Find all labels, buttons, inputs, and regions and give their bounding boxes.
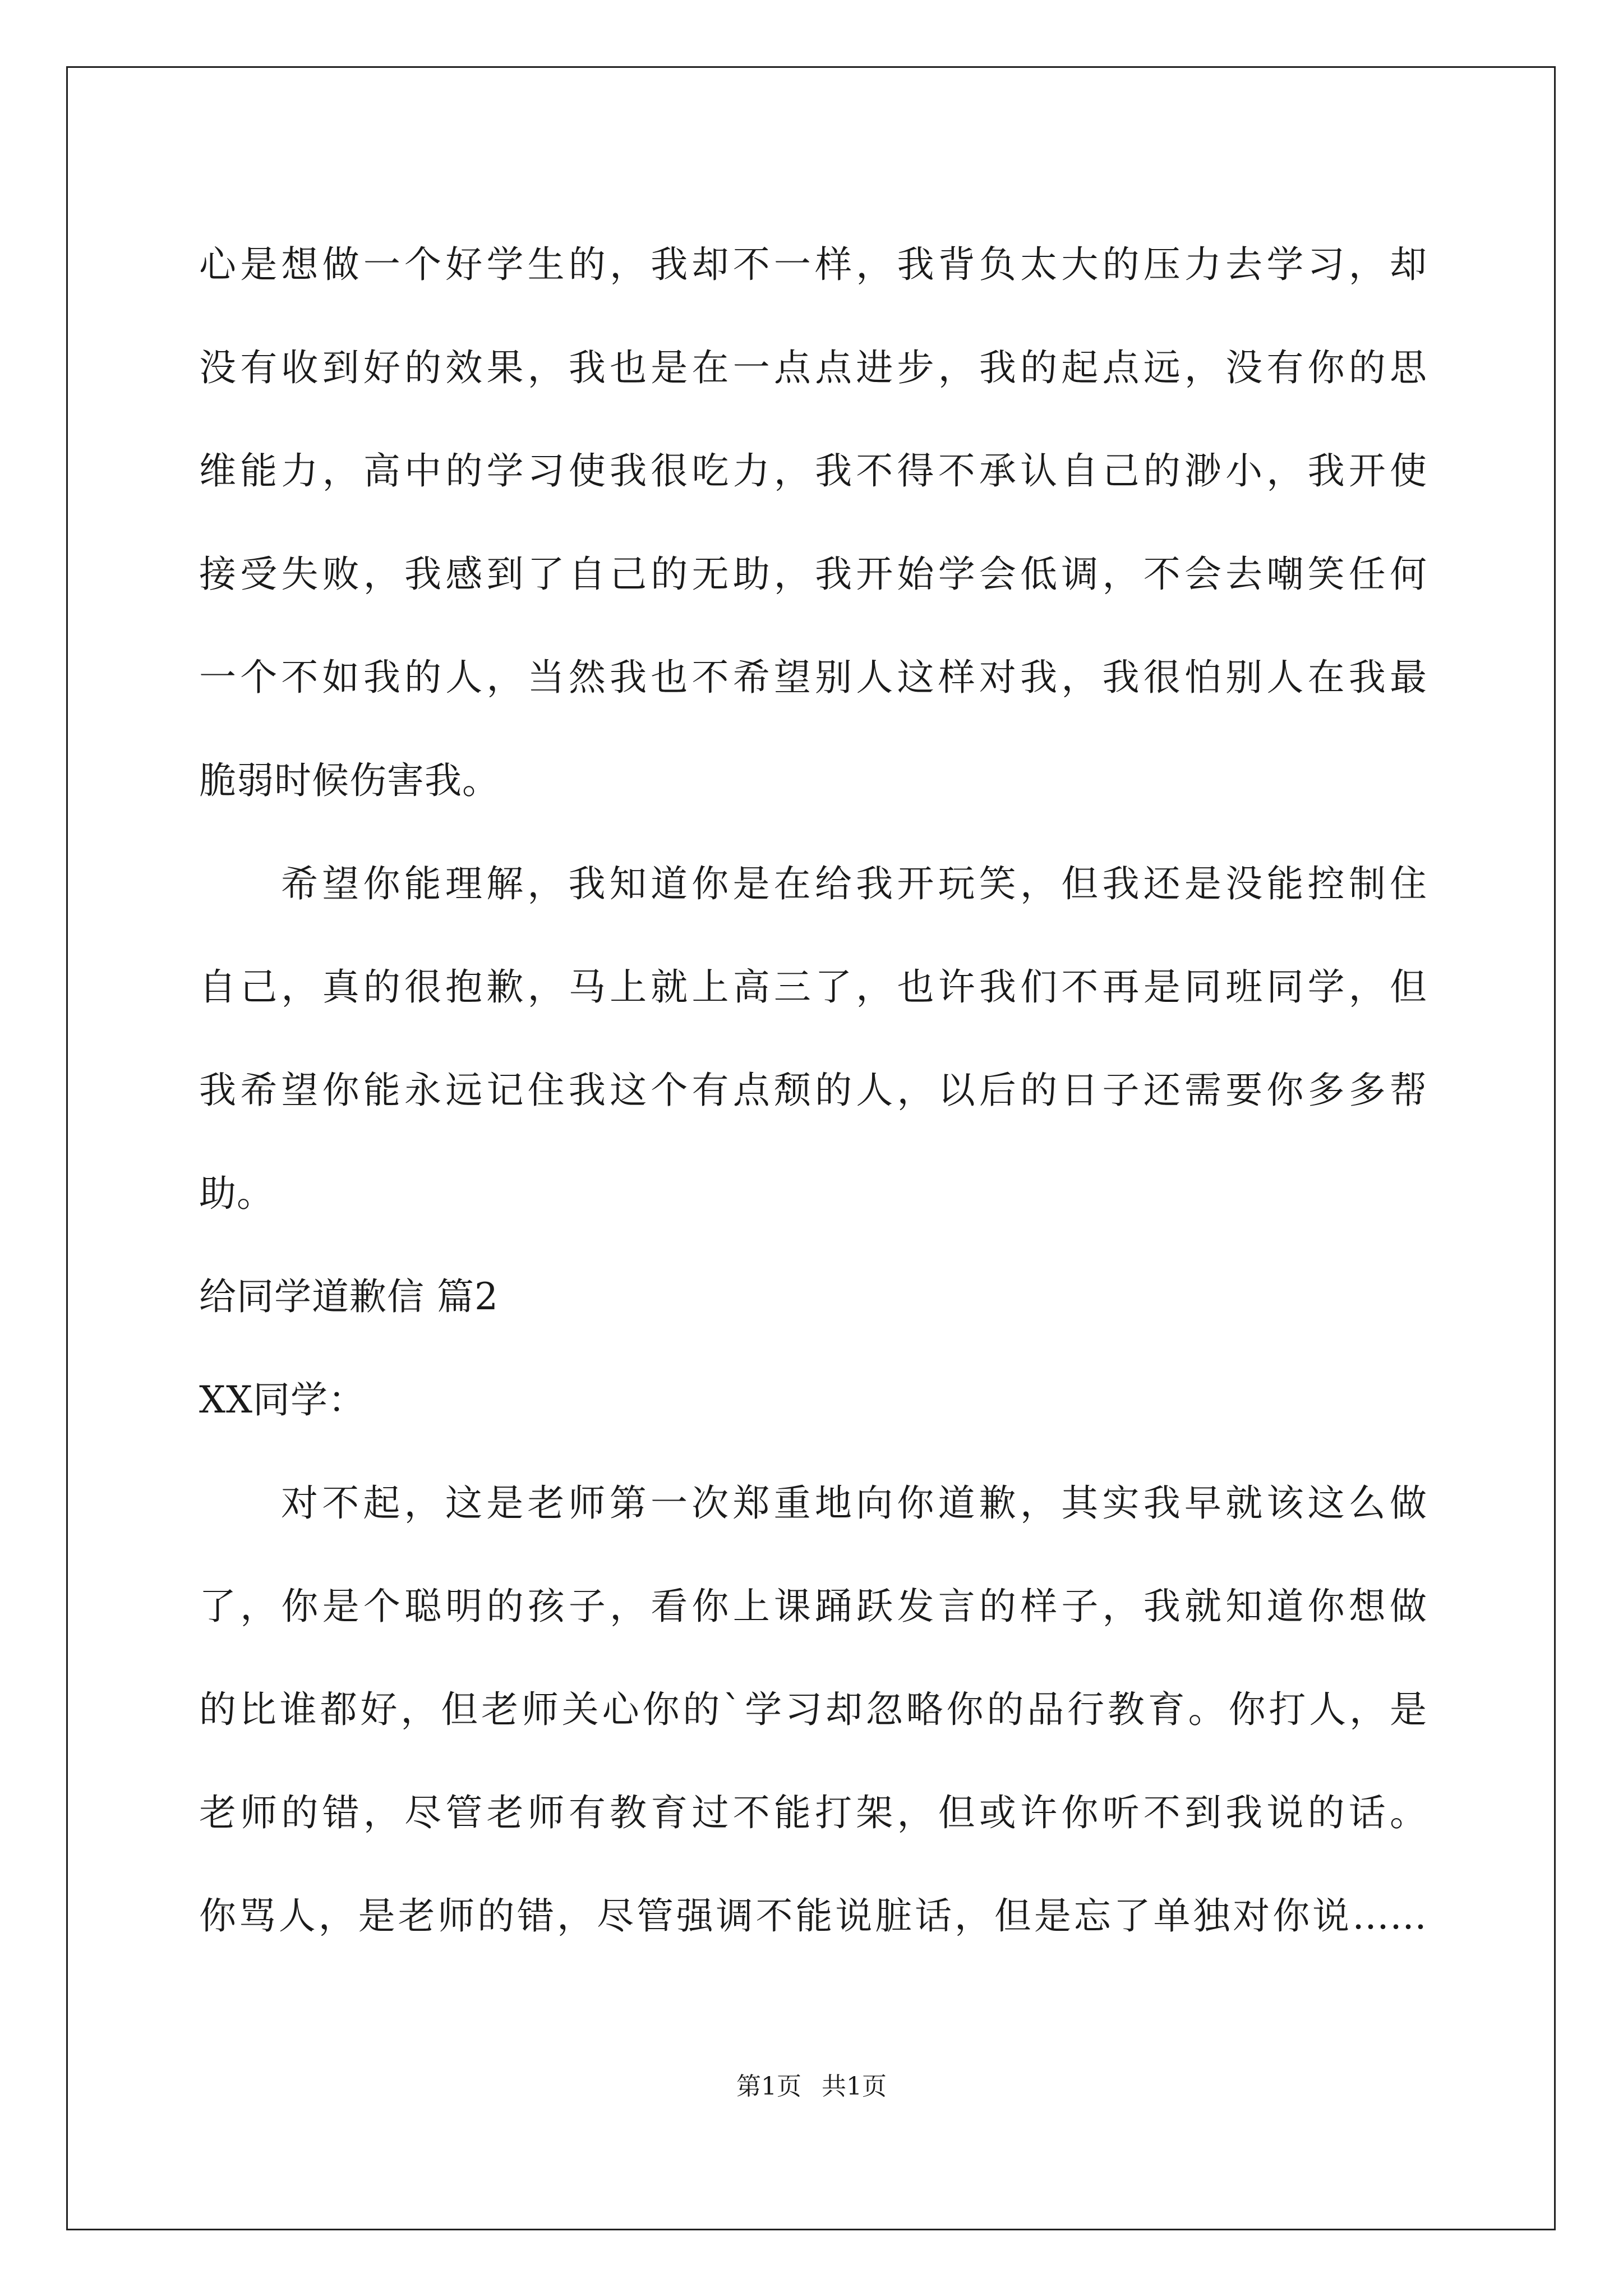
paragraph-line: 没有收到好的效果，我也是在一点点进步，我的起点远，没有你的思 <box>199 346 1427 389</box>
paragraph-line: 我希望你能永远记住我这个有点颓的人，以后的日子还需要你多多帮 <box>199 1069 1427 1112</box>
paragraph-line: 了，你是个聪明的孩子，看你上课踊跃发言的样子，我就知道你想做 <box>199 1585 1427 1628</box>
paragraph-line: 自己，真的很抱歉，马上就上高三了，也许我们不再是同班同学，但 <box>199 965 1427 1009</box>
salutation: XX同学： <box>199 1378 366 1421</box>
section-title: 给同学道歉信 篇2 <box>199 1275 499 1318</box>
paragraph-line: 心是想做一个好学生的，我却不一样，我背负太大的压力去学习，却 <box>199 243 1427 286</box>
paragraph-line: 对不起，这是老师第一次郑重地向你道歉，其实我早就该这么做 <box>281 1481 1427 1525</box>
paragraph-line: 脆弱时候伤害我。 <box>199 759 500 802</box>
page-total: 共1页 <box>822 2072 887 2101</box>
paragraph-line: 的比谁都好，但老师关心你的`学习却忽略你的品行教育。你打人，是 <box>199 1688 1427 1731</box>
paragraph-line: 你骂人，是老师的错，尽管强调不能说脏话，但是忘了单独对你说…… <box>199 1894 1427 1938</box>
paragraph-line: 助。 <box>199 1172 274 1215</box>
paragraph-line: 一个不如我的人，当然我也不希望别人这样对我，我很怕别人在我最 <box>199 656 1427 699</box>
paragraph-line: 希望你能理解，我知道你是在给我开玩笑，但我还是没能控制住 <box>281 862 1427 905</box>
page-number: 第1页 <box>736 2072 801 2101</box>
paragraph-line: 维能力，高中的学习使我很吃力，我不得不承认自己的渺小，我开使 <box>199 449 1427 493</box>
paragraph-line: 老师的错，尽管老师有教育过不能打架，但或许你听不到我说的话。 <box>199 1791 1427 1834</box>
document-body <box>199 213 1427 1968</box>
page-footer <box>0 2070 1623 2104</box>
paragraph-line: 接受失败，我感到了自己的无助，我开始学会低调，不会去嘲笑任何 <box>199 553 1427 596</box>
